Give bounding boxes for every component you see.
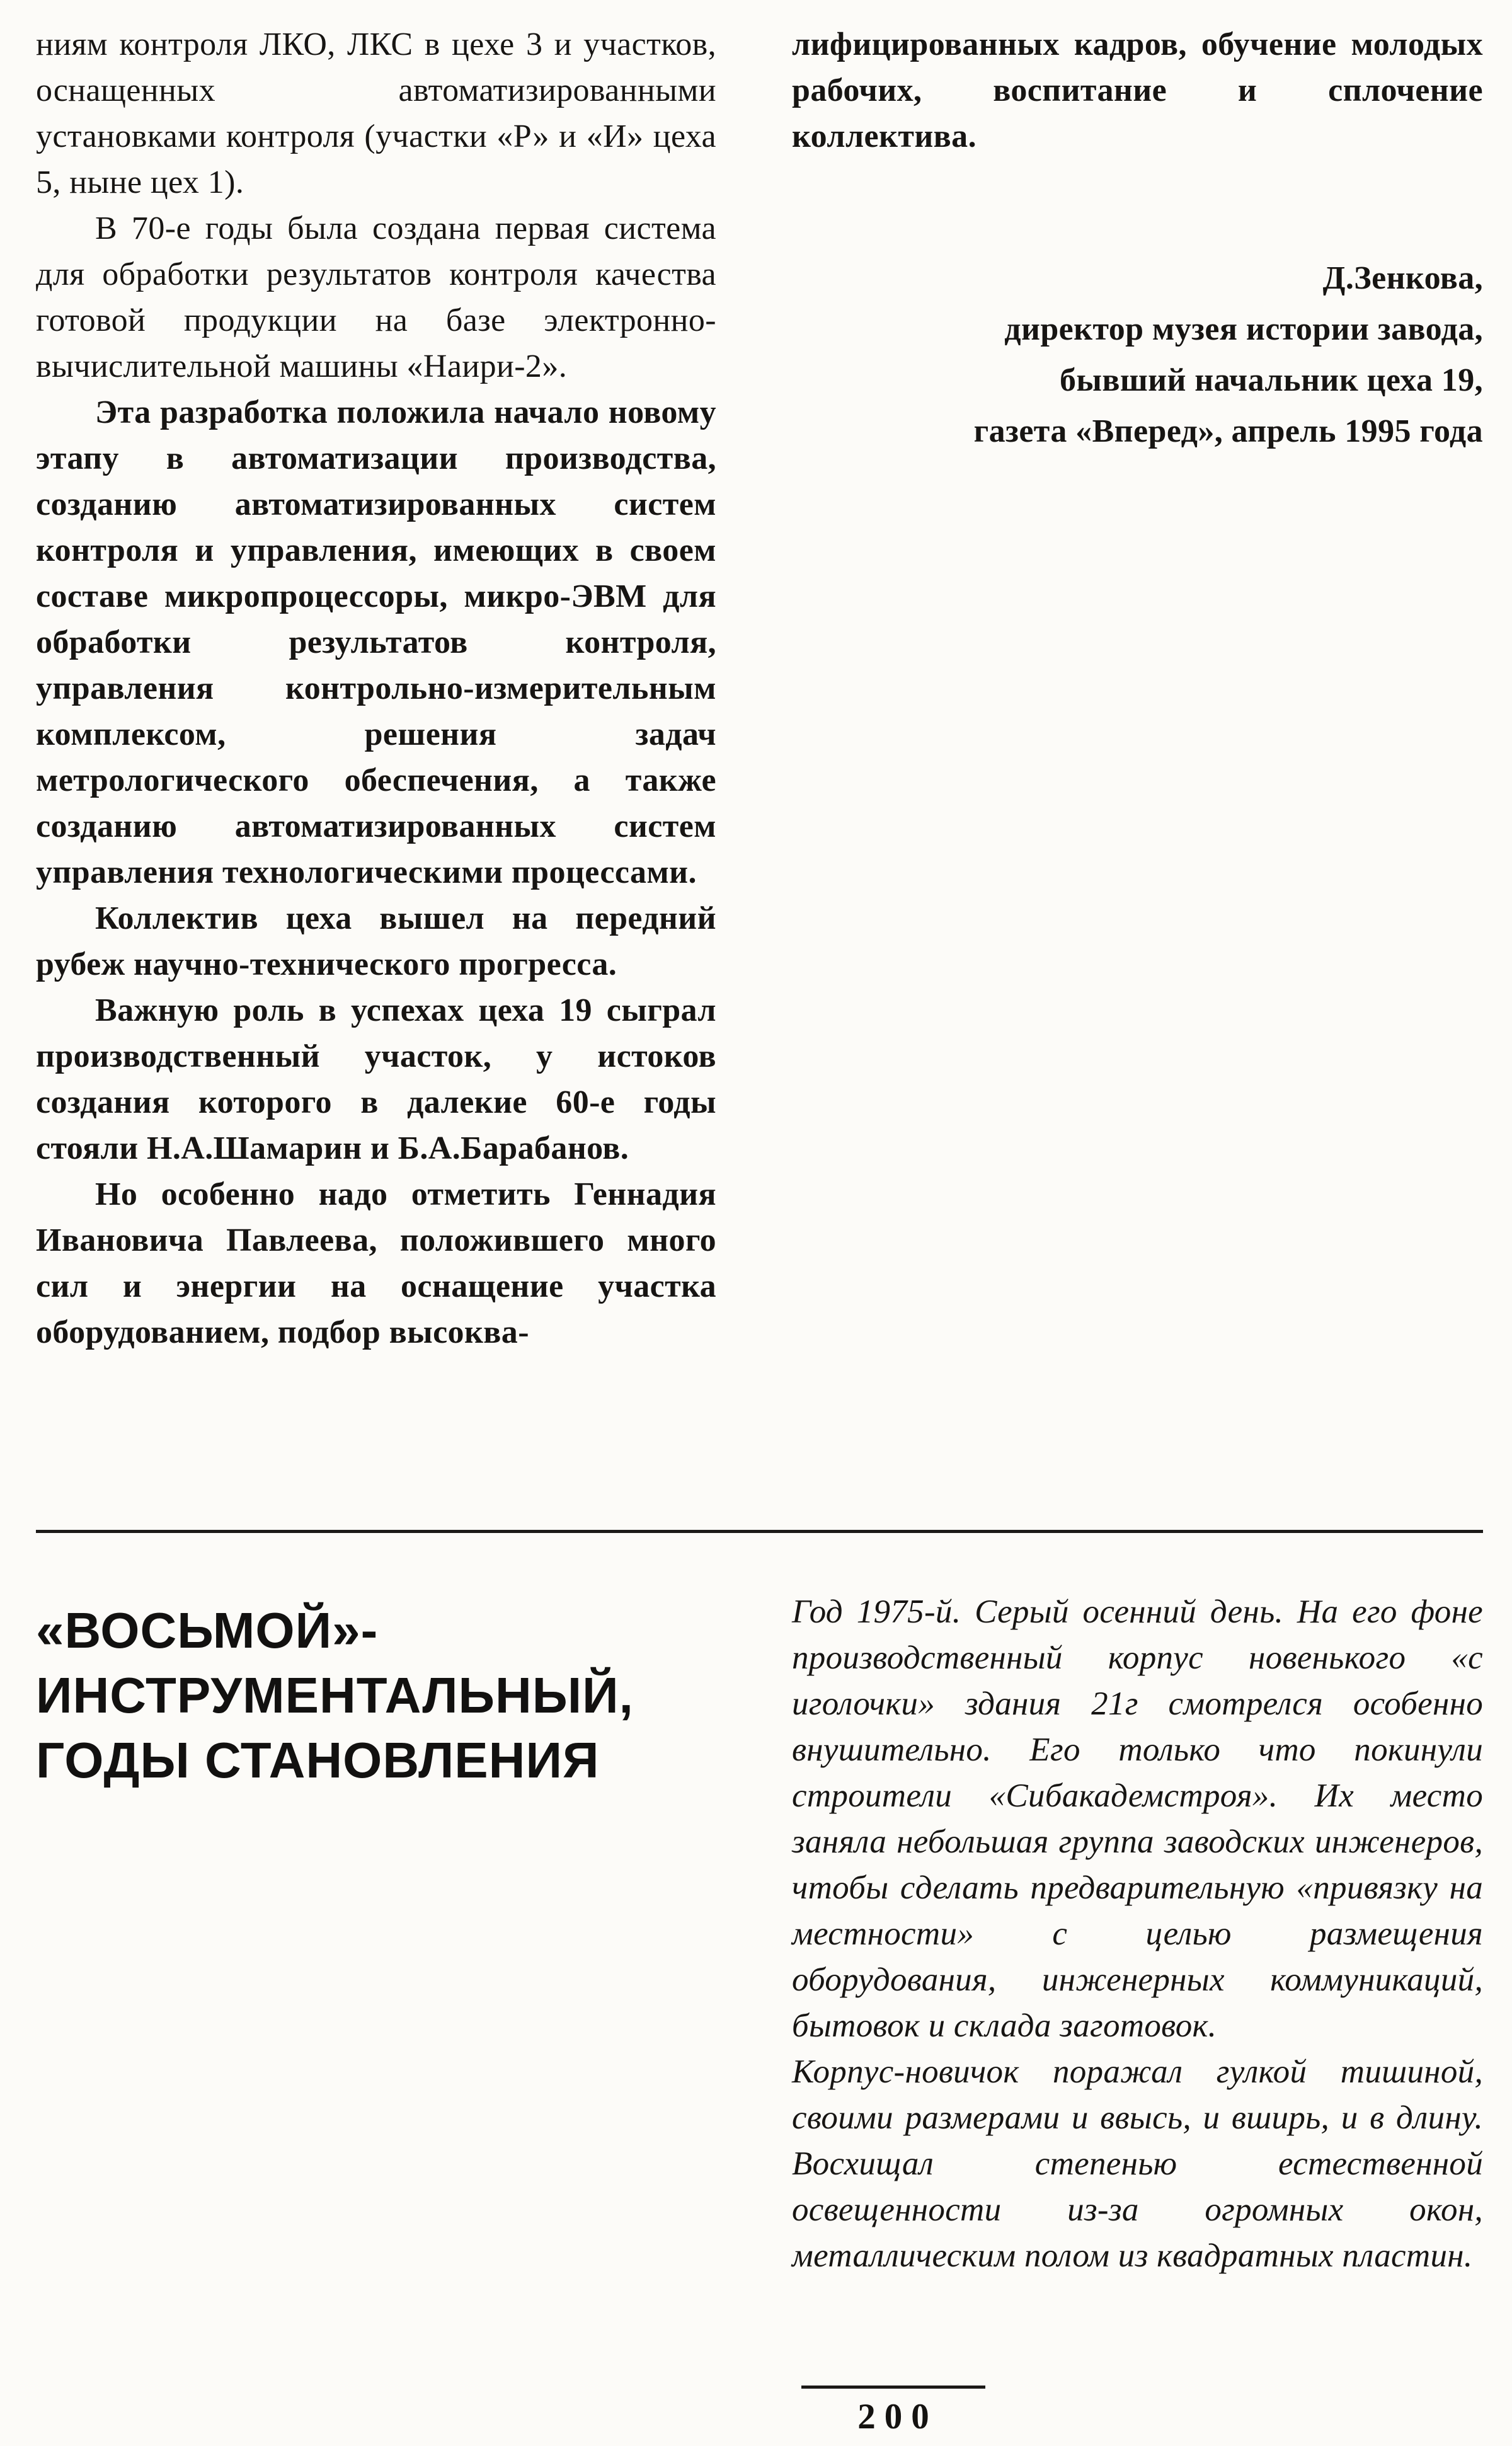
page-number: 200	[857, 2397, 938, 2437]
paragraph: лифицированных кадров, обучение молодых рабочих, воспитание и сплочение коллектива.	[792, 26, 1483, 154]
paragraph: ниям контроля ЛКО, ЛКС в цехе 3 и участков, оснащенных автоматизированными установками контроля (участки «Р» и «И» цеха 5, ныне цех 1).	[36, 26, 716, 200]
top-right-column	[792, 21, 1483, 1355]
paragraph: В 70-е годы была создана первая система для обработки результатов контроля качества готовой продукции на базе электронно-вычислительной машины «Наири-2».	[36, 210, 716, 384]
chapter-heading	[36, 1598, 716, 1793]
top-left-column	[36, 21, 716, 1355]
footer-rule	[801, 2386, 985, 2389]
bottom-right-column	[792, 1589, 1483, 2279]
byline-block	[792, 253, 1483, 457]
bottom-section	[36, 1589, 1483, 2279]
paragraph: Важную роль в успехах цеха 19 сыграл производственный участок, у истоков создания которого в далекие 60-е годы стояли Н.А.Шамарин и Б.А.Барабанов.	[36, 992, 716, 1166]
paragraph: Но особенно надо отметить Геннадия Ивановича Павлеева, положившего много сил и энергии на оснащение участка оборудованием, подбор высоква-	[36, 1176, 716, 1350]
byline-author: Д.Зенкова,	[1322, 260, 1483, 296]
chapter-heading-line: «ВОСЬМОЙ»-	[36, 1602, 379, 1658]
lead-paragraph: Корпус-новичок поражал гулкой тишиной, своими размерами и ввысь, и вширь, и в длину. Восхищал степенью естественной освещенности из-за огромных окон, металлическим полом из квадратных пластин.	[792, 2053, 1483, 2274]
chapter-heading-line: ГОДЫ СТАНОВЛЕНИЯ	[36, 1732, 600, 1788]
section-divider	[36, 1530, 1483, 1533]
byline-role: директор музея истории завода,	[1004, 311, 1483, 347]
paragraph: Эта разработка положила начало новому этапу в автоматизации производства, созданию автоматизированных систем контроля и управления, имеющих в своем составе микропроцессоры, микро-ЭВМ для обработки результатов контроля, управления контрольно-измерительным комплексом, решения задач метрологического обеспечения, а также созданию автоматизированных систем управления технологическими процессами.	[36, 394, 716, 890]
bottom-left-column	[36, 1589, 716, 2279]
chapter-heading-line: ИНСТРУМЕНТАЛЬНЫЙ,	[36, 1667, 634, 1723]
byline-role: бывший начальник цеха 19,	[1059, 362, 1483, 398]
lead-paragraph: Год 1975-й. Серый осенний день. На его фоне производственный корпус новенького «с иголочки» здания 21г смотрелся особенно внушительно. Его только что покинули строители «Сибакадемстроя». Их место заняла небольшая группа заводских инженеров, чтобы сделать предварительную «привязку на местности» с целью размещения оборудования, инженерных коммуникаций, бытовок и склада заготовок.	[792, 1593, 1483, 2044]
byline-source: газета «Вперед», апрель 1995 года	[973, 413, 1483, 449]
top-article-section	[36, 21, 1483, 1355]
paragraph: Коллектив цеха вышел на передний рубеж научно-технического прогресса.	[36, 900, 716, 982]
page-footer	[799, 2386, 988, 2437]
